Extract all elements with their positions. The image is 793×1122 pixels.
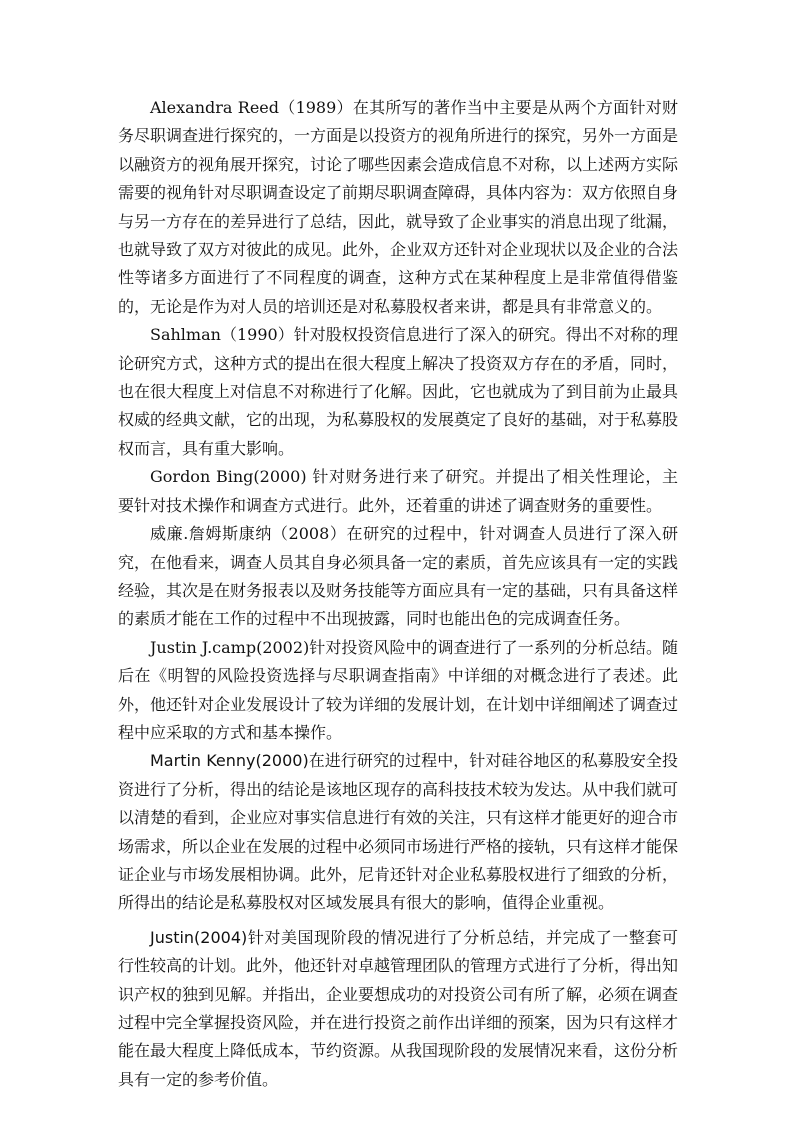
paragraph-bing-2000: Gordon Bing(2000) 针对财务进行来了研究。并提出了相关性理论，主要针对技术操作和调查方式进行。此外，还着重的讲述了调查财务的重要性。 xyxy=(118,467,678,515)
literature-review-text xyxy=(118,94,678,1094)
paragraph-connor-2008: 威廉.詹姆斯康纳（2008）在研究的过程中，针对调查人员进行了深入研究，在他看来，调查人员其自身必须具备一定的素质，首先应该具有一定的实践经验，其次是在财务报表以及财务技能等方面应具有一定的基础，只有具备这样的素质才能在工作的过程中不出现披露，同时也能出色的完成调查任务。 xyxy=(118,524,679,629)
paragraph-kenny-2000: Martin Kenny(2000)在进行研究的过程中，针对硅谷地区的私募股安全投资进行了分析，得出的结论是该地区现存的高科技技术较为发达。从中我们就可以清楚的看到，企业应对事实信息进行有效的关注，只有这样才能更好的迎合市场需求，所以企业在发展的过程中必须同市场进行严格的接轨，只有这样才能保证企业与市场发展相协调。此外，尼肯还针对企业私募股权进行了细致的分析，所得出的结论是私募股权对区域发展具有很大的影响，值得企业重视。 xyxy=(118,751,679,913)
paragraph-reed-1989: Alexandra Reed（1989）在其所写的著作当中主要是从两个方面针对财务尽职调查进行探究的，一方面是以投资方的视角所进行的探究，另外一方面是以融资方的视角展开探究，讨论了哪些因素会造成信息不对称，以上述两方实际需要的视角针对尽职调查设定了前期尽职调查障碍，具体内容为：双方依照自身与另一方存在的差异进行了总结，因此，就导致了企业事实的消息出现了纰漏，也就导致了双方对彼此的成见。此外，企业双方还针对企业现状以及企业的合法性等诸多方面进行了不同程度的调查，这种方式在某种程度上是非常值得借鉴的，无论是作为对人员的培训还是对私募股权者来讲，都是具有非常意义的。 xyxy=(118,98,679,316)
paragraph-sahlman-1990: Sahlman（1990）针对股权投资信息进行了深入的研究。得出不对称的理论研究方式，这种方式的提出在很大程度上解决了投资双方存在的矛盾，同时，也在很大程度上对信息不对称进行了化解。因此，它也就成为了到目前为止最具权威的经典文献，它的出现，为私募股权的发展奠定了良好的基础，对于私募股权而言，具有重大影响。 xyxy=(118,325,679,458)
paragraph-camp-2002: Justin J.camp(2002)针对投资风险中的调查进行了一系列的分析总结。随后在《明智的风险投资选择与尽职调查指南》中详细的对概念进行了表述。此外，他还针对企业发展设计了较为详细的发展计划，在计划中详细阐述了调查过程中应采取的方式和基本操作。 xyxy=(118,637,679,742)
paragraph-justin-2004: Justin(2004)针对美国现阶段的情况进行了分析总结，并完成了一整套可行性较高的计划。此外，他还针对卓越管理团队的管理方式进行了分析，得出知识产权的独到见解。并指出，企业要想成功的对投资公司有所了解，必须在调查过程中完全掌握投资风险，并在进行投资之前作出详细的预案，因为只有这样才能在最大程度上降低成本，节约资源。从我国现阶段的发展情况来看，这份分析具有一定的参考价值。 xyxy=(118,927,679,1089)
